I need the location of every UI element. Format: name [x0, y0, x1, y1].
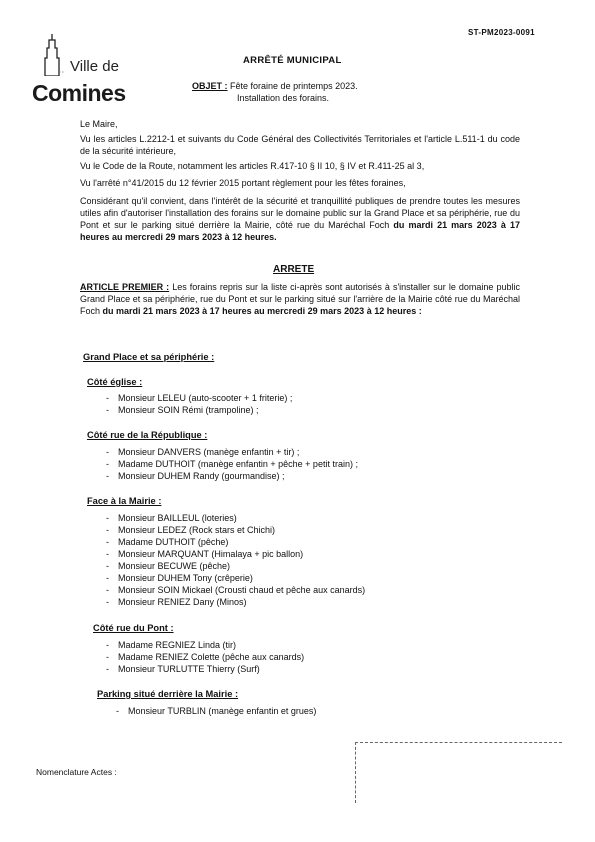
article-dates: du mardi 21 mars 2023 à 17 heures au mercredi 29 mars 2023 à 12 heures :: [102, 306, 422, 316]
objet-line-2: Installation des forains.: [237, 93, 330, 103]
list-item: - Monsieur BECUWE (pêche): [118, 561, 230, 571]
city-logo: [30, 34, 130, 106]
vu-arrete-2015: Vu l'arrêté n°41/2015 du 12 février 2015 portant règlement pour les fêtes foraines,: [80, 178, 406, 188]
signature-area: [355, 742, 562, 803]
nomenclature-actes: Nomenclature Actes :: [36, 767, 117, 777]
list-item: - Monsieur SOIN Mickael (Crousti chaud et pêche aux canards): [118, 585, 365, 595]
vu-code-route: Vu le Code de la Route, notamment les articles R.417-10 § II 10, § IV et R.411-25 al 3,: [80, 161, 425, 171]
list-item: - Monsieur SOIN Rémi (trampoline) ;: [118, 405, 259, 415]
logo-comines-text: Comines: [32, 80, 126, 106]
objet-block: [192, 80, 358, 104]
list-item: - Monsieur TURLUTTE Thierry (Surf): [118, 664, 260, 674]
considerant-dates: du mardi 21 mars 2023 à 17 heures au mercredi 29 mars 2023 à 12 heures.: [80, 220, 520, 242]
logo-ville-text: Ville de: [70, 58, 119, 75]
le-maire: Le Maire,: [80, 119, 118, 129]
arrete-heading: ARRETE: [273, 264, 315, 275]
list-item: - Monsieur MARQUANT (Himalaya + pic ballon): [118, 549, 303, 559]
list-item: - Monsieur DUHEM Randy (gourmandise) ;: [118, 471, 285, 481]
document-reference: ST-PM2023-0091: [468, 28, 535, 37]
list-item: - Madame DUTHOIT (manège enfantin + pêche + petit train) ;: [118, 459, 358, 469]
section-cote-pont: Côté rue du Pont :: [93, 623, 174, 633]
document-title: ARRÊTÉ MUNICIPAL: [243, 55, 342, 66]
article-text: Les forains repris sur la liste ci-après sont autorisés à s'installer sur le domaine public Grand Place et sa périphérie, rue du Pont et sur le parking situé sur l'arrière de la Mairie côté rue du Maréchal Foch: [80, 282, 520, 316]
article-premier: [80, 281, 520, 317]
church-tower-icon: [40, 34, 64, 76]
considerant-paragraph: [80, 195, 520, 243]
list-item: - Madame REGNIEZ Linda (tir): [118, 640, 236, 650]
section-face-mairie: Face à la Mairie :: [87, 496, 162, 506]
list-item: - Monsieur DUHEM Tony (crêperie): [118, 573, 253, 583]
section-cote-eglise: Côté église :: [87, 377, 143, 387]
list-item: - Monsieur LELEU (auto-scooter + 1 friterie) ;: [118, 393, 292, 403]
list-item: - Monsieur BAILLEUL (loteries): [118, 513, 237, 523]
list-item: - Monsieur TURBLIN (manège enfantin et grues): [128, 706, 316, 716]
list-item: - Madame RENIEZ Colette (pêche aux canards): [118, 652, 304, 662]
list-item: - Monsieur DANVERS (manège enfantin + tir) ;: [118, 447, 299, 457]
section-grand-place: Grand Place et sa périphérie :: [83, 352, 215, 362]
list-item: - Monsieur RENIEZ Dany (Minos): [118, 597, 247, 607]
objet-label: OBJET :: [192, 81, 228, 91]
section-cote-republique: Côté rue de la République :: [87, 430, 208, 440]
list-item: - Madame DUTHOIT (pêche): [118, 537, 228, 547]
objet-line-1: Fête foraine de printemps 2023.: [230, 81, 358, 91]
vu-cgct: Vu les articles L.2212-1 et suivants du Code Général des Collectivités Territoriales et l'article L.511-1 du code de la sécurité intérieure,: [80, 134, 520, 156]
section-parking: Parking situé derrière la Mairie :: [97, 689, 239, 699]
list-item: - Monsieur LEDEZ (Rock stars et Chichi): [118, 525, 275, 535]
article-label: ARTICLE PREMIER :: [80, 282, 170, 292]
considerant-text: Considérant qu'il convient, dans l'intérêt de la sécurité et tranquillité publiques de prendre toutes les mesures utiles afin d'autoriser l'installation des forains sur le domaine public sur la Grand Place et sa périphérie, rue du Pont et sur le parking situé derrière la Mairie, côté rue du Maréchal Foch: [80, 196, 520, 230]
